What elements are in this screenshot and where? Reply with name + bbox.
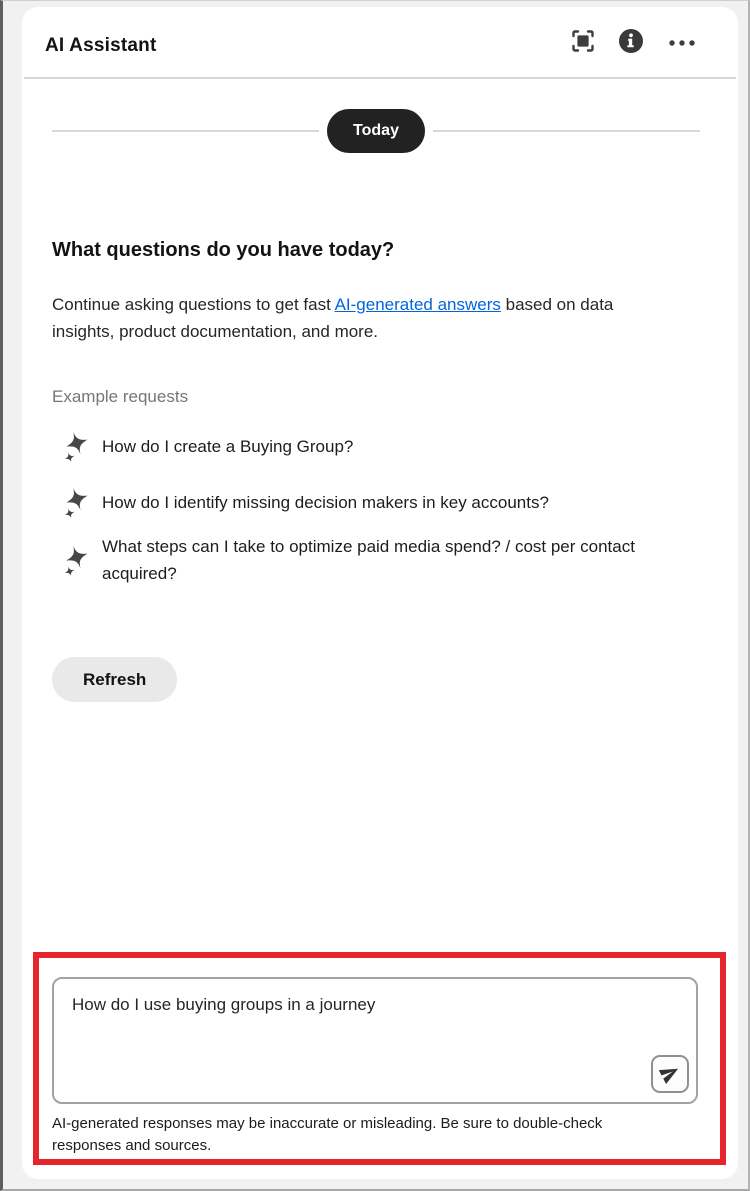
- more-options-button[interactable]: [668, 35, 696, 50]
- ai-sparkle-icon: [60, 545, 90, 575]
- fullscreen-icon: [572, 30, 594, 55]
- chat-input[interactable]: [52, 977, 698, 1104]
- examples-label: Example requests: [52, 387, 189, 406]
- welcome-heading: What questions do you have today?: [52, 239, 395, 261]
- ai-sparkle-icon: [60, 431, 90, 461]
- intro-text: [52, 291, 670, 345]
- fullscreen-button[interactable]: [572, 30, 594, 55]
- header-divider: [24, 77, 736, 79]
- example-request-text: How do I identify missing decision makers in key accounts?: [102, 492, 549, 512]
- paper-plane-icon: [659, 1062, 681, 1087]
- disclaimer-text: AI-generated responses may be inaccurate or misleading. Be sure to double-check responses and sources.: [52, 1115, 603, 1154]
- example-request-1[interactable]: [60, 431, 687, 461]
- page-title: AI Assistant: [45, 35, 157, 56]
- refresh-button[interactable]: Refresh: [52, 657, 177, 702]
- today-badge: Today: [327, 109, 425, 153]
- separator-line-right: [433, 130, 700, 132]
- date-separator: [52, 108, 700, 154]
- ai-generated-answers-link[interactable]: AI-generated answers: [334, 295, 501, 314]
- ai-sparkle-icon: [60, 487, 90, 517]
- example-request-2[interactable]: [60, 487, 687, 517]
- example-request-text: What steps can I take to optimize paid media spend? / cost per contact acquired?: [102, 537, 635, 583]
- example-request-3[interactable]: [60, 533, 687, 587]
- header: [22, 7, 738, 77]
- send-button[interactable]: [651, 1055, 689, 1093]
- ellipsis-icon: [668, 35, 696, 50]
- ai-assistant-panel: [22, 7, 738, 1179]
- example-request-text: How do I create a Buying Group?: [102, 436, 354, 456]
- info-button[interactable]: [618, 28, 644, 57]
- intro-before: Continue asking questions to get fast: [52, 295, 335, 314]
- separator-line-left: [52, 130, 319, 132]
- info-icon: [618, 28, 644, 57]
- intro-after: based on data insights, product documentation, and more.: [52, 295, 614, 341]
- header-actions: [572, 7, 696, 77]
